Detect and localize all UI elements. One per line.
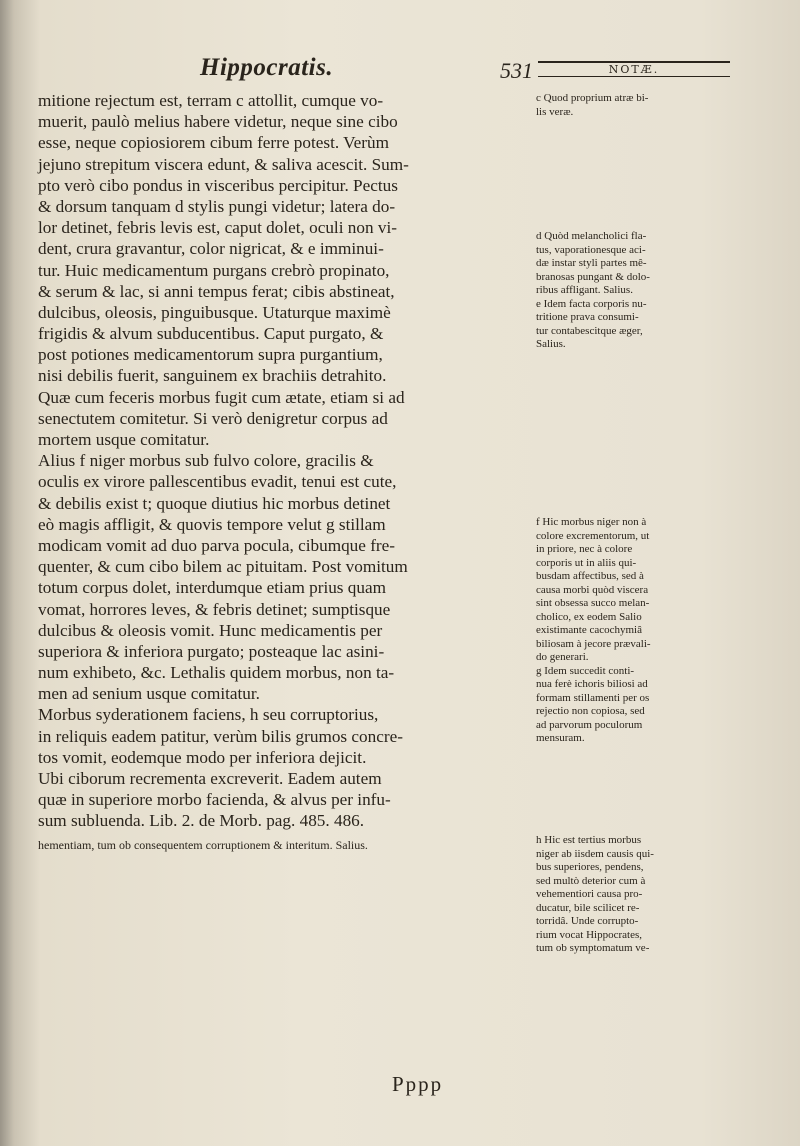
note-line: f Hic morbus niger non à	[536, 516, 647, 528]
notes-heading: NOTÆ.	[538, 61, 730, 77]
note-line: existimante cacochymiâ	[536, 624, 642, 636]
main-text-column	[38, 90, 533, 856]
text-line: jejuno strepitum viscera edunt, & saliva acescit. Sum-	[38, 154, 409, 174]
text-line: & dorsum tanquam d stylis pungi videtur; latera do-	[38, 196, 396, 216]
note-line: nua ferè ichoris biliosi ad	[536, 678, 648, 690]
note-line: niger ab iisdem causis qui-	[536, 847, 654, 860]
marginal-note	[536, 230, 781, 352]
note-line: tum ob symptomatum ve-	[536, 942, 650, 954]
note-line: rium vocat Hippocrates,	[536, 928, 642, 941]
text-line: totum corpus dolet, interdumque etiam prius quam	[38, 578, 386, 598]
note-line: sint obsessa succo melan-	[536, 597, 650, 609]
text-line: senectutem comitetur. Si verò denigretur corpus ad	[38, 408, 388, 428]
page-header	[0, 48, 800, 88]
text-line: Alius f niger morbus sub fulvo colore, gracilis &	[38, 451, 374, 471]
note-line: e Idem facta corporis nu-	[536, 297, 647, 310]
text-line: dulcibus, oleosis, pinguibusque. Utaturque maximè	[38, 302, 391, 322]
note-line: h Hic est tertius morbus	[536, 834, 642, 846]
text-line: num exhibeto, &c. Lethalis quidem morbus, non ta-	[38, 663, 395, 683]
text-line: Quæ cum feceris morbus fugit cum ætate, etiam si ad	[38, 387, 405, 407]
text-line: vomat, horrores leves, & febris detinet; sumptisque	[38, 599, 391, 619]
note-line: vehementiori causa pro-	[536, 888, 643, 900]
note-line: formam stillamenti per os	[536, 691, 650, 704]
text-line: mitione rejectum est, terram c attollit, cumque vo-	[38, 91, 384, 110]
footnote-continuation: hementiam, tum ob consequentem corruptionem & interitum. Salius.	[38, 837, 368, 852]
text-line: muerit, paulò melius habere videtur, neque sine cibo	[38, 112, 398, 132]
note-line: corporis ut in aliis qui-	[536, 556, 637, 569]
marginal-note	[536, 92, 781, 119]
running-title: Hippocratis.	[200, 54, 334, 81]
text-line: oculis ex virore pallescentibus evadit, tenui est cute,	[38, 472, 397, 492]
note-line: branosas pungant & dolo-	[536, 270, 650, 283]
note-line: dæ instar styli partes mê-	[536, 257, 647, 269]
text-line: lor detinet, febris levis est, caput dolet, oculi non vi-	[38, 218, 397, 238]
note-line: d Quòd melancholici fla-	[536, 230, 647, 242]
note-line: do generari.	[536, 651, 589, 663]
note-line: in priore, nec à colore	[536, 543, 633, 555]
page-number: 531	[500, 58, 533, 83]
note-line: tritione prava consumi-	[536, 311, 639, 323]
note-line: ad parvorum poculorum	[536, 718, 643, 731]
note-line: torridâ. Unde corrupto-	[536, 915, 639, 927]
note-line: causa morbi quòd viscera	[536, 583, 649, 596]
marginal-note	[536, 516, 781, 746]
note-line: mensuram.	[536, 732, 585, 744]
text-line: sum subluenda. Lib. 2. de Morb. pag. 485. 486.	[38, 811, 365, 831]
text-line: superiora & inferiora purgato; posteaque lac asini-	[38, 641, 385, 661]
note-line: tur contabescitque æger,	[536, 324, 643, 337]
note-line: rejectio non copiosa, sed	[536, 705, 645, 717]
note-line: busdam affectibus, sed à	[536, 570, 644, 582]
text-line: Morbus syderationem faciens, h seu corruptorius,	[38, 705, 379, 725]
text-line: dent, crura gravantur, color nigricat, & e imminui-	[38, 239, 384, 259]
text-line: Ubi ciborum recrementa excreverit. Eadem autem	[38, 769, 382, 788]
text-line: pto verò cibo pondus in visceribus percipitur. Pectus	[38, 175, 398, 195]
text-line: tur. Huic medicamentum purgans crebrò propinato,	[38, 260, 390, 280]
text-line: men ad senium usque comitatur.	[38, 684, 260, 704]
text-line: & serum & lac, si anni tempus ferat; cibis abstineat,	[38, 281, 395, 301]
note-line: biliosam à jecore prævali-	[536, 637, 651, 650]
note-line: tus, vaporationesque aci-	[536, 243, 646, 256]
note-line: Salius.	[536, 338, 566, 350]
text-line: quenter, & cum cibo bilem ac pituitam. Post vomitum	[38, 557, 408, 577]
note-line: ribus affligant. Salius.	[536, 284, 633, 296]
text-line: eò magis affligit, & quovis tempore velut g stillam	[38, 514, 386, 534]
marginal-note	[536, 834, 781, 956]
text-line: esse, neque copiosiorem cibum ferre potest. Verùm	[38, 133, 389, 153]
note-line: cholico, ex eodem Salio	[536, 610, 642, 623]
text-line: frigidis & alvum subducentibus. Caput purgato, &	[38, 324, 384, 344]
text-line: modicam vomit ad duo parva pocula, cibumque fre-	[38, 535, 396, 555]
text-line: tos vomit, eodemque modo per inferiora dejicit.	[38, 747, 367, 767]
note-line: c Quod proprium atræ bi-	[536, 92, 649, 104]
text-line: & debilis exist t; quoque diutius hic morbus detinet	[38, 493, 391, 513]
text-line: nisi debilis fuerit, sanguinem ex brachiis detrahito.	[38, 366, 387, 386]
text-line: quæ in superiore morbo facienda, & alvus per infu-	[38, 790, 391, 810]
note-line: lis veræ.	[536, 105, 574, 118]
text-line: mortem usque comitatur.	[38, 430, 210, 449]
text-line: in reliquis eadem patitur, verùm bilis grumos concre-	[38, 726, 403, 746]
note-line: ducatur, bile scilicet re-	[536, 901, 640, 914]
note-line: g Idem succedit conti-	[536, 664, 635, 677]
signature-mark: Pppp	[392, 1072, 444, 1096]
note-line: sed multò deterior cum à	[536, 874, 646, 887]
note-line: colore excrementorum, ut	[536, 529, 650, 542]
text-line: post potiones medicamentorum supra purgantium,	[38, 345, 383, 365]
text-line: dulcibus & oleosis vomit. Hunc medicamentis per	[38, 620, 383, 640]
note-line: bus superiores, pendens,	[536, 861, 644, 873]
